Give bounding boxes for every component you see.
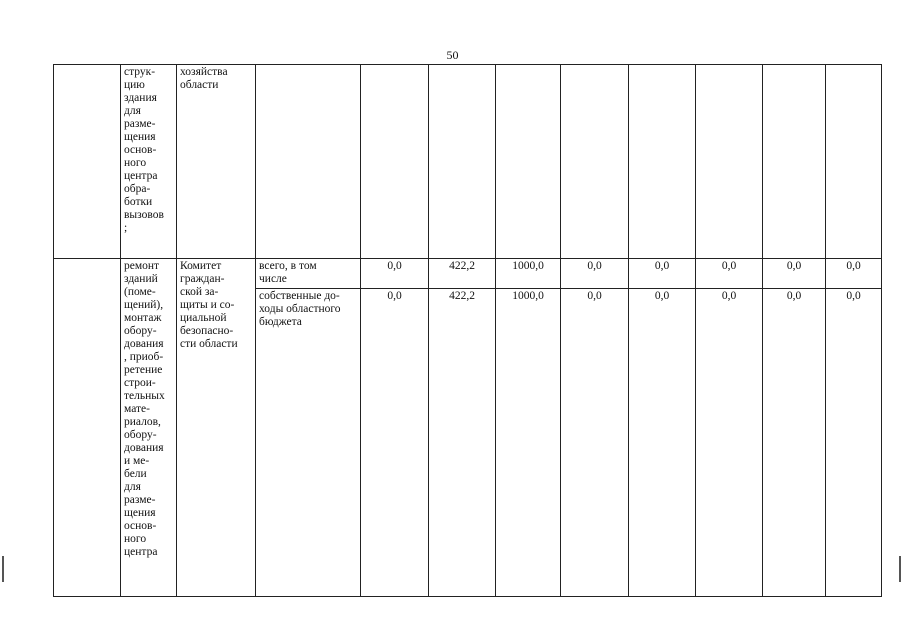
value-cell: 0,0 — [361, 289, 429, 597]
value-cell — [496, 65, 561, 259]
value-cell: 0,0 — [696, 259, 763, 289]
value-cell: 0,0 — [629, 259, 696, 289]
value-cell: 0,0 — [561, 289, 629, 597]
page-number: 50 — [446, 48, 459, 62]
number-cell — [54, 65, 121, 259]
source-cell — [256, 65, 361, 259]
value-cell: 0,0 — [361, 259, 429, 289]
value-cell: 0,0 — [696, 289, 763, 597]
value-cell: 1000,0 — [496, 289, 561, 597]
executor-cell: хозяйства области — [177, 65, 256, 259]
value-cell — [561, 65, 629, 259]
value-cell: 0,0 — [763, 259, 826, 289]
value-cell: 1000,0 — [496, 259, 561, 289]
executor-cell: Комитет граждан- ской за- щиты и со- циальной безопасно- сти области — [177, 259, 256, 597]
table-row — [54, 259, 882, 289]
value-cell: 0,0 — [561, 259, 629, 289]
budget-table — [53, 64, 882, 597]
table-row — [54, 65, 882, 259]
value-cell — [361, 65, 429, 259]
value-cell: 422,2 — [429, 289, 496, 597]
value-cell — [763, 65, 826, 259]
source-label-regional: собственные до- ходы областного бюджета — [256, 289, 361, 597]
value-cell — [429, 65, 496, 259]
scan-edge-mark — [2, 556, 4, 582]
value-cell: 0,0 — [763, 289, 826, 597]
value-cell: 0,0 — [826, 259, 882, 289]
value-cell: 0,0 — [629, 289, 696, 597]
scan-edge-mark — [899, 556, 901, 582]
value-cell — [826, 65, 882, 259]
value-cell: 0,0 — [826, 289, 882, 597]
measure-cell: струк- цию здания для разме- щения основ- ного центра обра- ботки вызовов ; — [121, 65, 177, 259]
value-cell — [696, 65, 763, 259]
value-cell: 422,2 — [429, 259, 496, 289]
value-cell — [629, 65, 696, 259]
measure-cell: ремонт зданий (поме- щений), монтаж обору- дования , приоб- ретение строи- тельных мате- риалов, обору- дования и ме- бели для разме- щения основ- ного центра — [121, 259, 177, 597]
number-cell — [54, 259, 121, 597]
source-label-total: всего, в том числе — [256, 259, 361, 289]
